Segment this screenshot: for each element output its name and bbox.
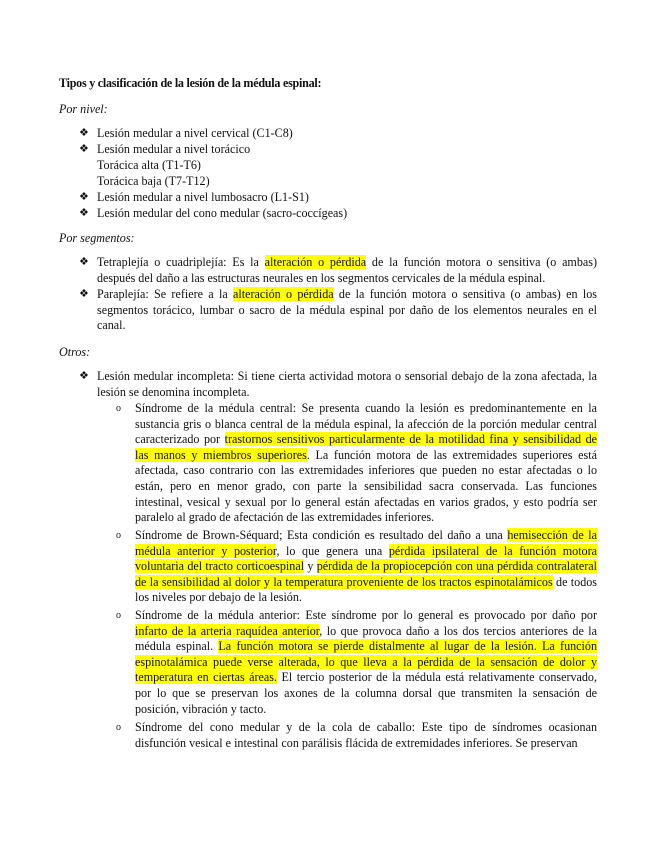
- list-item: Lesión medular del cono medular (sacro-coccígeas): [97, 206, 348, 220]
- heading-por-nivel: Por nivel:: [59, 102, 108, 116]
- highlight: La función motora se pierde distalmente al lugar de la lesión. La función espinotalámica puede verse alterada, lo que lleva a la pérdida de la sensación de dolor y temperatura en ciertas áreas.: [135, 639, 597, 685]
- list-item: Lesión medular a nivel cervical (C1-C8): [97, 126, 293, 140]
- circle-bullet-icon: o: [116, 722, 121, 733]
- list-item: Lesión medular a nivel torácico: [97, 142, 251, 156]
- text: Paraplejía: Se refiere a la: [97, 287, 234, 301]
- highlight: pérdida ipsilateral de la función motora voluntaria del tracto corticoespinal: [135, 543, 597, 574]
- list-item: Torácica alta (T1-T6): [97, 158, 201, 172]
- list-item-tetraplejia: [97, 255, 597, 286]
- text: El tercio posterior de la médula está relativamente conservado, por lo que se preservan los axones de la columna dorsal que transmiten la sensación de posición, vibración y tacto.: [135, 670, 598, 716]
- text: Tetraplejía o cuadriplejía: Es la: [97, 255, 265, 269]
- diamond-bullet-icon: ❖: [79, 256, 89, 268]
- list-item-medula-anterior: [135, 608, 597, 717]
- diamond-bullet-icon: ❖: [79, 207, 89, 219]
- highlight: infarto de la arteria raquídea anterior: [135, 623, 320, 638]
- list-item-paraplejia: [97, 287, 597, 334]
- text: Síndrome de la médula anterior: Este síndrome por lo general es provocado por daño por: [135, 608, 597, 622]
- heading-por-segmentos: Por segmentos:: [59, 231, 135, 245]
- circle-bullet-icon: o: [116, 530, 121, 541]
- highlight: pérdida de la propiocepción con una pérdida contralateral de la sensibilidad al dolor y la temperatura proveniente de los tractos espinotalámicos: [135, 559, 597, 589]
- diamond-bullet-icon: ❖: [79, 288, 89, 300]
- highlight: hemisección de la médula anterior y posterior: [135, 528, 597, 558]
- list-item-incompleta: Lesión medular incompleta: Si tiene cierta actividad motora o sensorial debajo de la zona afectada, la lesión se denomina incompleta.: [97, 369, 597, 399]
- list-item-cono-medular: Síndrome del cono medular y de la cola de caballo: Este tipo de síndromes ocasionan disfunción vesical e intestinal con parálisis flácida de extremidades inferiores. Se preservan: [135, 720, 597, 750]
- circle-bullet-icon: o: [116, 403, 121, 414]
- text: de la función motora o sensitiva (o ambas) en los segmentos torácico, lumbar o sacro de la médula espinal por daño de los elementos neurales en el canal.: [97, 287, 597, 333]
- text: , lo que provoca daño a los dos tercios anteriores de la médula espinal.: [135, 623, 598, 654]
- list-item: Torácica baja (T7-T12): [97, 174, 210, 188]
- list-item-brown-sequard: [135, 528, 597, 606]
- text: , lo que genera una: [276, 543, 389, 558]
- highlight: alteración o pérdida: [264, 255, 367, 269]
- text: y: [304, 559, 317, 574]
- list-item-medula-central: [135, 401, 597, 526]
- diamond-bullet-icon: ❖: [79, 191, 89, 203]
- text: Síndrome de la médula central: Se presenta cuando la lesión es predominantemente en la sustancia gris o blanca central de la médula espinal, la afección de la porción medular central caracterizado por: [135, 401, 597, 447]
- highlight: alteración o pérdida: [233, 287, 334, 301]
- diamond-bullet-icon: ❖: [79, 127, 89, 139]
- list-item: Lesión medular a nivel lumbosacro (L1-S1): [97, 190, 309, 204]
- heading-otros: Otros:: [59, 345, 91, 359]
- text: de la función motora o sensitiva (o ambas) después del daño a las estructuras neurales en los segmentos cervicales de la médula espinal.: [97, 255, 597, 285]
- diamond-bullet-icon: ❖: [79, 370, 89, 382]
- diamond-bullet-icon: ❖: [79, 143, 89, 155]
- page-title: Tipos y clasificación de la lesión de la médula espinal:: [59, 76, 322, 90]
- circle-bullet-icon: o: [116, 610, 121, 621]
- text: . La función motora de las extremidades superiores está afectada, caso contrario con las extremidades inferiores que pueden no estar afectadas o lo están, pero en menor grado, con parte la sensibilidad sacra conservada. Las funciones intestinal, vesical y sexual por lo general están afectadas en varios grados, y esto podría ser paralelo al grado de afectación de las extremidades inferiores.: [135, 447, 597, 525]
- text: de todos los niveles por debajo de la lesión.: [135, 574, 597, 605]
- highlight: trastornos sensitivos particularmente de la motilidad fina y sensibilidad de las manos y miembros superiores: [135, 432, 597, 462]
- text: Síndrome de Brown-Séquard; Esta condición es resultado del daño a una: [135, 528, 508, 542]
